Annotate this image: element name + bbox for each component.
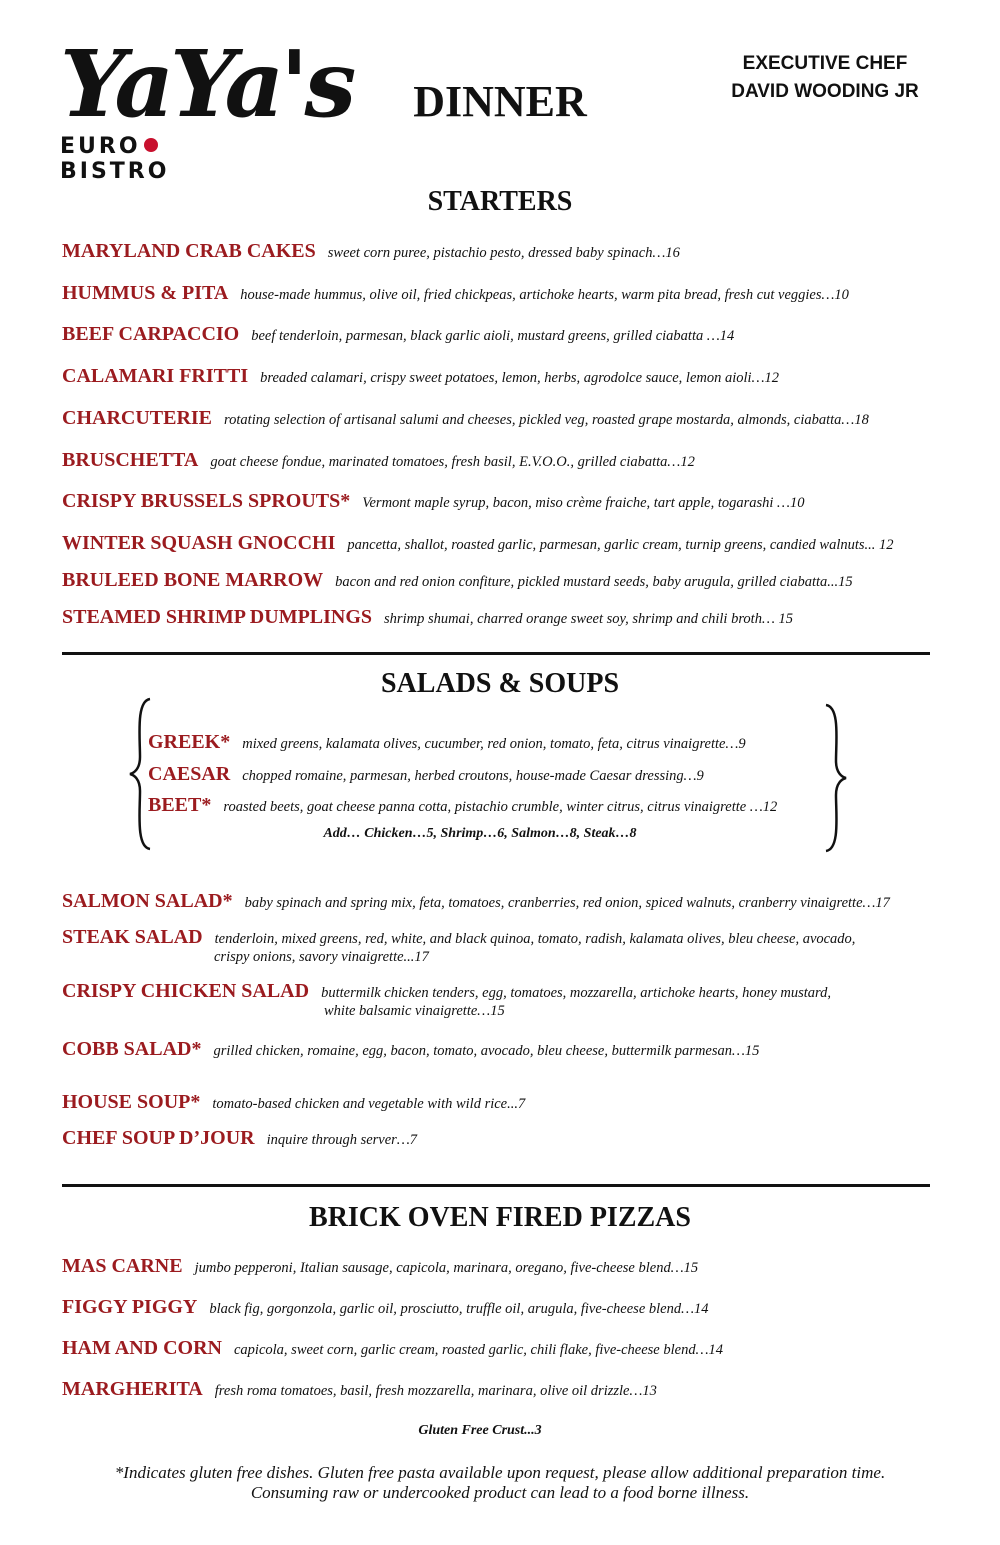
menu-item bbox=[62, 1127, 417, 1150]
menu-item-description: chopped romaine, parmesan, herbed croutons, house-made Caesar dressing…9 bbox=[242, 768, 704, 784]
menu-item-description: sweet corn puree, pistachio pesto, dressed baby spinach…16 bbox=[327, 245, 680, 261]
right-brace-icon bbox=[824, 703, 848, 853]
footer-line-1: *Indicates gluten free dishes. Gluten free pasta available upon request, please allow additional preparation time. bbox=[114, 1463, 886, 1482]
menu-item-description: tomato-based chicken and vegetable with wild rice...7 bbox=[212, 1096, 526, 1112]
menu-item-name: CRISPY CHICKEN SALAD bbox=[62, 980, 310, 1002]
menu-item-name: GREEK* bbox=[148, 731, 231, 753]
menu-item-description: jumbo pepperoni, Italian sausage, capicola, marinara, oregano, five-cheese blend…15 bbox=[194, 1260, 699, 1276]
footer-note bbox=[0, 1463, 1000, 1503]
menu-item-description-continued: white balsamic vinaigrette…15 bbox=[324, 1003, 505, 1019]
menu-item bbox=[62, 282, 849, 305]
menu-item bbox=[62, 532, 894, 555]
menu-item-name: MARGHERITA bbox=[62, 1378, 203, 1400]
menu-item-name: CHEF SOUP D’JOUR bbox=[62, 1127, 255, 1149]
menu-item bbox=[62, 240, 680, 263]
chef-credit bbox=[690, 50, 960, 106]
menu-item-description: inquire through server…7 bbox=[266, 1132, 417, 1148]
menu-item-name: CHARCUTERIE bbox=[62, 407, 213, 429]
menu-item-description: roasted beets, goat cheese panna cotta, pistachio crumble, winter citrus, citrus vinaigrette …12 bbox=[223, 799, 778, 815]
menu-item bbox=[62, 980, 831, 1020]
pizzas-heading: BRICK OVEN FIRED PIZZAS bbox=[309, 1202, 691, 1233]
chef-title: EXECUTIVE CHEF bbox=[742, 53, 908, 74]
add-protein-note: Add… Chicken…5, Shrimp…6, Salmon…8, Steak…8 bbox=[323, 826, 637, 841]
menu-item-name: BEEF CARPACCIO bbox=[62, 323, 240, 345]
menu-item bbox=[62, 1337, 723, 1360]
menu-item-name: MAS CARNE bbox=[62, 1255, 183, 1277]
menu-item-description: shrimp shumai, charred orange sweet soy, shrimp and chili broth… 15 bbox=[384, 611, 793, 627]
menu-item bbox=[148, 794, 777, 817]
menu-item-description: buttermilk chicken tenders, egg, tomatoes, mozzarella, artichoke hearts, honey mustard, bbox=[321, 985, 832, 1001]
menu-item-description: grilled chicken, romaine, egg, bacon, tomato, avocado, bleu cheese, buttermilk parmesan…15 bbox=[213, 1043, 760, 1059]
menu-item-name: STEAMED SHRIMP DUMPLINGS bbox=[62, 606, 373, 628]
menu-item-name: MARYLAND CRAB CAKES bbox=[62, 240, 316, 262]
menu-item bbox=[62, 606, 793, 629]
menu-item-name: FIGGY PIGGY bbox=[62, 1296, 198, 1318]
menu-item bbox=[62, 569, 853, 592]
logo-dot-icon bbox=[144, 138, 158, 152]
logo bbox=[60, 30, 353, 184]
menu-item-name: CRISPY BRUSSELS SPROUTS* bbox=[62, 490, 351, 512]
menu-item-description: bacon and red onion confiture, pickled mustard seeds, baby arugula, grilled ciabatta...15 bbox=[335, 574, 853, 590]
menu-item-description: house-made hummus, olive oil, fried chickpeas, artichoke hearts, warm pita bread, fresh cut veggies…10 bbox=[240, 287, 849, 303]
divider bbox=[62, 1184, 930, 1187]
menu-item bbox=[62, 407, 869, 430]
menu-item-name: CALAMARI FRITTI bbox=[62, 365, 249, 387]
menu-item-description: Vermont maple syrup, bacon, miso crème fraiche, tart apple, togarashi …10 bbox=[362, 495, 805, 511]
footer-line-2: Consuming raw or undercooked product can lead to a food borne illness. bbox=[250, 1483, 750, 1502]
menu-item-name: BRUSCHETTA bbox=[62, 449, 199, 471]
menu-item-name: BRULEED BONE MARROW bbox=[62, 569, 324, 591]
menu-item bbox=[62, 926, 855, 966]
menu-item-name: COBB SALAD* bbox=[62, 1038, 202, 1060]
divider bbox=[62, 652, 930, 655]
menu-item-name: STEAK SALAD bbox=[62, 926, 203, 948]
logo-sub-right: BISTRO bbox=[60, 159, 170, 184]
menu-item-name: CAESAR bbox=[148, 763, 231, 785]
starters-heading: STARTERS bbox=[427, 186, 573, 217]
menu-item-description: capicola, sweet corn, garlic cream, roasted garlic, chili flake, five-cheese blend…14 bbox=[234, 1342, 723, 1358]
menu-item bbox=[148, 731, 746, 754]
salads-heading: SALADS & SOUPS bbox=[380, 668, 620, 699]
menu-item-name: SALMON SALAD* bbox=[62, 890, 233, 912]
menu-item bbox=[62, 1038, 759, 1061]
logo-script: YaYa's bbox=[60, 30, 353, 138]
menu-item-description-continued: crispy onions, savory vinaigrette...17 bbox=[214, 949, 429, 965]
menu-item-description: pancetta, shallot, roasted garlic, parmesan, garlic cream, turnip greens, candied walnuts... 12 bbox=[347, 537, 894, 553]
gluten-free-crust-note: Gluten Free Crust...3 bbox=[418, 1423, 542, 1438]
menu-item-name: WINTER SQUASH GNOCCHI bbox=[62, 532, 336, 554]
menu-item-name: HAM AND CORN bbox=[62, 1337, 222, 1359]
menu-item bbox=[62, 323, 734, 346]
menu-item bbox=[62, 1091, 525, 1114]
menu-item-description: goat cheese fondue, marinated tomatoes, fresh basil, E.V.O.O., grilled ciabatta…12 bbox=[210, 454, 695, 470]
menu-item bbox=[62, 890, 890, 913]
menu-item bbox=[62, 1378, 657, 1401]
logo-subtitle bbox=[60, 134, 260, 184]
menu-item-description: mixed greens, kalamata olives, cucumber, red onion, tomato, feta, citrus vinaigrette…9 bbox=[242, 736, 746, 752]
menu-item bbox=[62, 1255, 698, 1278]
logo-sub-left: EURO bbox=[60, 134, 141, 159]
menu-item-name: HUMMUS & PITA bbox=[62, 282, 229, 304]
menu-item-description: beef tenderloin, parmesan, black garlic aioli, mustard greens, grilled ciabatta …14 bbox=[251, 328, 735, 344]
menu-item-description: fresh roma tomatoes, basil, fresh mozzarella, marinara, olive oil drizzle…13 bbox=[214, 1383, 657, 1399]
menu-item-description: breaded calamari, crispy sweet potatoes, lemon, herbs, agrodolce sauce, lemon aioli…12 bbox=[260, 370, 779, 386]
menu-item bbox=[62, 490, 804, 513]
menu-item bbox=[148, 763, 704, 786]
menu-item-description: baby spinach and spring mix, feta, tomatoes, cranberries, red onion, spiced walnuts, cranberry vinaigrette…17 bbox=[244, 895, 890, 911]
menu-item bbox=[62, 1296, 709, 1319]
page-title: DINNER bbox=[413, 77, 587, 126]
chef-name: DAVID WOODING JR bbox=[731, 81, 919, 102]
menu-item bbox=[62, 449, 695, 472]
menu-item-description: black fig, gorgonzola, garlic oil, prosciutto, truffle oil, arugula, five-cheese blend…14 bbox=[209, 1301, 709, 1317]
menu-item bbox=[62, 365, 779, 388]
menu-item-name: BEET* bbox=[148, 794, 212, 816]
menu-item-name: HOUSE SOUP* bbox=[62, 1091, 201, 1113]
menu-item-description: rotating selection of artisanal salumi and cheeses, pickled veg, roasted grape mostarda, almonds, ciabatta…18 bbox=[224, 412, 869, 428]
menu-item-description: tenderloin, mixed greens, red, white, and black quinoa, tomato, radish, kalamata olives, bleu cheese, avocado, bbox=[214, 931, 856, 947]
